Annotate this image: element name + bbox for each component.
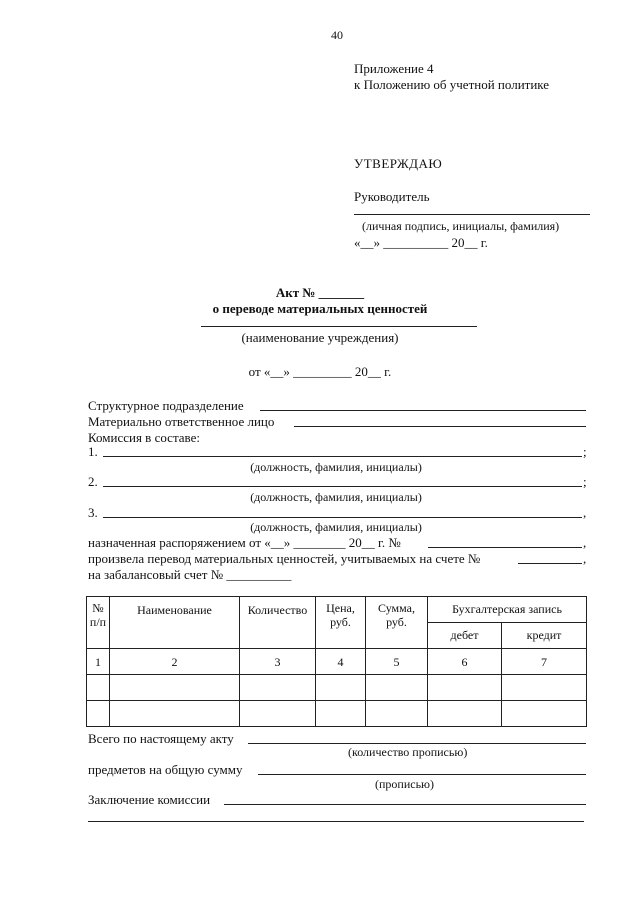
appendix-line-2: к Положению об учетной политике (354, 77, 550, 92)
words-caption: (прописью) (375, 777, 435, 791)
total-line (248, 743, 586, 744)
member-3-caption: (должность, фамилия, инициалы) (250, 520, 422, 534)
table-cell (240, 675, 316, 701)
member-3-line (103, 517, 582, 518)
commission-label: Комиссия в составе: (88, 430, 200, 445)
column-number: 4 (316, 649, 366, 675)
head-label: Руководитель (354, 189, 430, 204)
division-label: Структурное подразделение (88, 398, 244, 413)
table-cell (110, 675, 240, 701)
conclusion-line-2 (88, 821, 584, 822)
member-1-caption: (должность, фамилия, инициалы) (250, 460, 422, 474)
signature-caption: (личная подпись, инициалы, фамилия) (362, 219, 560, 233)
column-number: 2 (110, 649, 240, 675)
table-cell (316, 675, 366, 701)
column-number: 6 (428, 649, 502, 675)
order-line-comma: , (583, 535, 587, 550)
table-cell (502, 675, 587, 701)
table-cell (428, 675, 502, 701)
items-table (86, 596, 587, 727)
member-2-number: 2. (88, 474, 98, 489)
approval-date: «__» __________ 20__ г. (354, 235, 488, 250)
table-row (87, 675, 587, 701)
header-debit: дебет (428, 623, 502, 649)
header-entry: Бухгалтерская запись (428, 597, 587, 623)
table-cell (316, 701, 366, 727)
sum-line (258, 774, 586, 775)
member-2-caption: (должность, фамилия, инициалы) (250, 490, 422, 504)
header-price: Цена, руб. (316, 597, 366, 649)
division-line (260, 410, 586, 411)
total-label: Всего по настоящему акту (88, 731, 234, 746)
responsible-line (294, 426, 586, 427)
responsible-label: Материально ответственное лицо (88, 414, 275, 429)
column-number: 5 (366, 649, 428, 675)
transfer-line-label: произвела перевод материальных ценностей, учитываемых на счете № (88, 551, 481, 566)
member-2-line (103, 486, 582, 487)
appendix-line-1: Приложение 4 (354, 61, 434, 76)
member-2-semicolon: ; (583, 474, 587, 489)
column-number: 1 (87, 649, 110, 675)
conclusion-label: Заключение комиссии (88, 792, 211, 807)
order-number-line (428, 547, 582, 548)
member-3-comma: , (583, 505, 587, 520)
approve-label: УТВЕРЖДАЮ (354, 156, 443, 171)
table-cell (110, 701, 240, 727)
header-credit: кредит (502, 623, 587, 649)
table-cell (502, 701, 587, 727)
transfer-line-comma: , (583, 551, 587, 566)
table-cell (366, 675, 428, 701)
header-num: № п/п (87, 597, 110, 649)
member-1-line (103, 456, 582, 457)
account-number-line (518, 563, 582, 564)
header-sum: Сумма, руб. (366, 597, 428, 649)
header-name: Наименование (110, 597, 240, 649)
column-number: 3 (240, 649, 316, 675)
page-number: 40 (331, 28, 343, 42)
table-cell (240, 701, 316, 727)
act-number: Акт № _______ (275, 285, 365, 300)
order-line-label: назначенная распоряжением от «__» ________ 20__ г. № (88, 535, 401, 550)
institution-line (201, 326, 477, 327)
column-number: 7 (502, 649, 587, 675)
table-cell (87, 675, 110, 701)
conclusion-line (224, 804, 586, 805)
table-row (87, 701, 587, 727)
table-cell (87, 701, 110, 727)
sum-label: предметов на общую сумму (88, 762, 243, 777)
member-1-semicolon: ; (583, 444, 587, 459)
header-qty: Количество (240, 597, 316, 649)
table-cell (428, 701, 502, 727)
member-1-number: 1. (88, 444, 98, 459)
signature-line (354, 214, 590, 215)
institution-caption: (наименование учреждения) (241, 330, 399, 345)
table-cell (366, 701, 428, 727)
act-date: от «__» _________ 20__ г. (248, 364, 392, 379)
qty-caption: (количество прописью) (348, 745, 468, 759)
member-3-number: 3. (88, 505, 98, 520)
offbalance-line-label: на забалансовый счет № __________ (88, 567, 292, 582)
act-subject: о переводе материальных ценностей (212, 301, 428, 316)
